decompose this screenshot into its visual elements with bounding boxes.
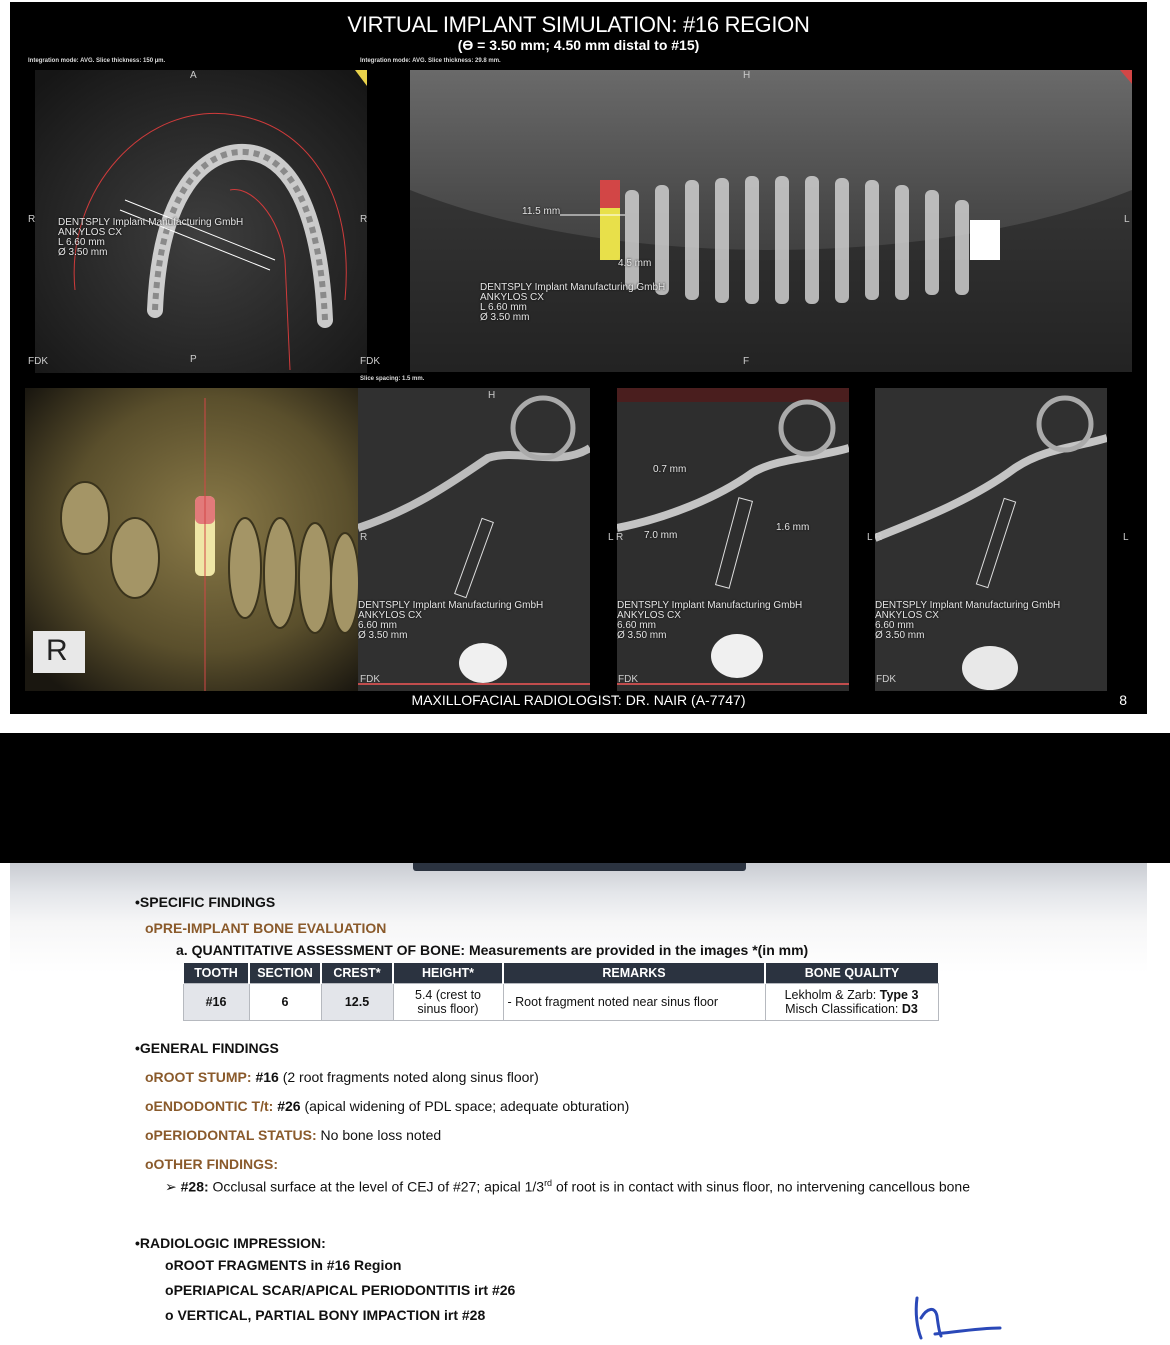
radiologic-impression-heading: •RADIOLOGIC IMPRESSION: xyxy=(135,1235,326,1251)
render-3d-view xyxy=(25,388,360,691)
cell-bone-quality xyxy=(765,984,938,1021)
impression-item: o VERTICAL, PARTIAL BONY IMPACTION irt #28 xyxy=(165,1307,486,1323)
pano-measure-1: 11.5 mm xyxy=(522,206,561,217)
other-finding-tooth: #28: xyxy=(180,1178,209,1195)
cross-section-1 xyxy=(358,388,590,691)
finding-root-stump: oROOT STUMP: #16 (2 root fragments noted along sinus floor) xyxy=(145,1069,539,1085)
other-finding-tail: of root is in contact with sinus floor, no intervening cancellous bone xyxy=(552,1178,970,1195)
cross2-label-lr: L R xyxy=(608,532,624,543)
cross2-label-fdk: FDK xyxy=(618,674,638,685)
pre-implant-heading: oPRE-IMPLANT BONE EVALUATION xyxy=(145,920,387,936)
axial-integration-note: Integration mode: AVG. Slice thickness: 150 µm. xyxy=(28,58,166,64)
specific-findings-heading: •SPECIFIC FINDINGS xyxy=(135,894,276,910)
quantitative-heading: a. QUANTITATIVE ASSESSMENT OF BONE: Measurements are provided in the images *(in mm) xyxy=(176,942,809,958)
pano-label-f: F xyxy=(743,356,750,367)
finding-tooth: #16 xyxy=(255,1069,279,1085)
other-finding-sup: rd xyxy=(544,1178,553,1188)
implant-simulation-slide xyxy=(10,2,1147,714)
cross2-measure-3: 1.6 mm xyxy=(776,522,810,533)
slide-title: VIRTUAL IMPLANT SIMULATION: #16 REGION xyxy=(347,12,810,37)
quality-label-1: Lekholm & Zarb: xyxy=(784,988,880,1002)
finding-endodontic: oENDODONTIC T/t: #26 (apical widening of PDL space; adequate obturation) xyxy=(145,1098,630,1114)
cross1-implant-annotation: DENTSPLY Implant Manufacturing GmbH ANKYLOS CX 6.60 mm Ø 3.50 mm xyxy=(358,600,544,641)
panoramic-ct-view xyxy=(410,70,1132,372)
cell-height xyxy=(393,984,503,1021)
axial-label-fdk: FDK xyxy=(28,356,48,367)
col-crest: CREST* xyxy=(321,963,393,984)
render-3d-image xyxy=(25,388,360,691)
cross2-measure-2: 7.0 mm xyxy=(644,530,678,541)
quality-value-2: D3 xyxy=(901,1002,918,1016)
pano-integration-note: Integration mode: AVG. Slice thickness: 29.8 mm. xyxy=(360,58,501,64)
cell-section: 6 xyxy=(249,984,321,1021)
bone-measurement-table xyxy=(182,963,939,1021)
col-section: SECTION xyxy=(249,963,321,984)
quality-value-1: Type 3 xyxy=(879,988,919,1002)
cell-crest: 12.5 xyxy=(321,984,393,1021)
finding-label: oROOT STUMP xyxy=(145,1069,247,1085)
finding-periodontal: oPERIODONTAL STATUS: No bone loss noted xyxy=(145,1127,442,1143)
arrow-bullet-icon: ➢ xyxy=(165,1178,181,1195)
pano-label-fdk: FDK xyxy=(360,356,380,367)
pano-label-l: L xyxy=(1124,214,1130,225)
finding-text: (2 root fragments noted along sinus floor) xyxy=(278,1069,539,1085)
finding-tooth: #26 xyxy=(277,1098,301,1114)
axial-implant-annotation: DENTSPLY Implant Manufacturing GmbH ANKYLOS CX L 6.60 mm Ø 3.50 mm xyxy=(58,217,244,258)
cross3-implant-annotation: DENTSPLY Implant Manufacturing GmbH ANKYLOS CX 6.60 mm Ø 3.50 mm xyxy=(875,600,1061,641)
findings-report-slide xyxy=(10,863,1147,1345)
impression-item: oPERIAPICAL SCAR/APICAL PERIODONTITIS irt #26 xyxy=(165,1282,516,1298)
finding-label: oENDODONTIC T/t xyxy=(145,1098,269,1114)
cut-off-header-tab xyxy=(413,863,746,871)
render-3d-orientation-r: R xyxy=(46,634,68,667)
axial-label-p: P xyxy=(190,354,197,365)
height-line-1: 5.4 (crest to xyxy=(415,988,481,1002)
page-number: 8 xyxy=(1119,692,1127,708)
cell-tooth: #16 xyxy=(183,984,249,1021)
cross-section-1-image xyxy=(358,388,590,691)
finding-text: (apical widening of PDL space; adequate obturation) xyxy=(300,1098,630,1114)
axial-label-r: R xyxy=(28,214,36,225)
pano-implant-annotation: DENTSPLY Implant Manufacturing GmbH ANKYLOS CX L 6.60 mm Ø 3.50 mm xyxy=(480,282,666,323)
panoramic-ct-image xyxy=(410,70,1132,372)
axial-label-a: A xyxy=(190,70,197,81)
impression-item: oROOT FRAGMENTS in #16 Region xyxy=(165,1257,402,1273)
finding-text: No bone loss noted xyxy=(320,1127,442,1143)
signature-mark xyxy=(905,1288,1005,1343)
slice-spacing-note: Slice spacing: 1.5 mm. xyxy=(360,376,425,382)
col-height: HEIGHT* xyxy=(393,963,503,984)
finding-label: oPERIODONTAL STATUS xyxy=(145,1127,312,1143)
radiologist-footer: MAXILLOFACIAL RADIOLOGIST: DR. NAIR (A-7747) xyxy=(411,692,746,708)
cross2-implant-annotation: DENTSPLY Implant Manufacturing GmbH ANKYLOS CX 6.60 mm Ø 3.50 mm xyxy=(617,600,803,641)
cross3-label-l: L xyxy=(1123,532,1129,543)
black-separator xyxy=(0,733,1170,863)
cross1-label-fdk: FDK xyxy=(360,674,380,685)
pano-label-h: H xyxy=(743,70,751,81)
col-bone-quality: BONE QUALITY xyxy=(765,963,938,984)
pano-measure-2: 4.5 mm xyxy=(618,258,652,269)
cross3-label-fdk: FDK xyxy=(876,674,896,685)
other-finding-item xyxy=(165,1178,970,1196)
axial-label-r-right: R xyxy=(360,214,368,225)
quality-label-2: Misch Classification: xyxy=(785,1002,902,1016)
col-remarks: REMARKS xyxy=(503,963,765,984)
other-finding-text: Occlusal surface at the level of CEJ of #27; apical 1/3 xyxy=(208,1178,545,1195)
general-findings-heading: •GENERAL FINDINGS xyxy=(135,1040,279,1056)
cross-section-3-image xyxy=(875,388,1107,691)
cell-remarks: - Root fragment noted near sinus floor xyxy=(503,984,765,1021)
height-line-2: sinus floor) xyxy=(417,1002,479,1016)
cross1-label-r: R xyxy=(360,532,368,543)
other-findings-heading: oOTHER FINDINGS: xyxy=(145,1156,278,1172)
slide-subtitle: (Ө = 3.50 mm; 4.50 mm distal to #15) xyxy=(457,37,700,53)
table-row xyxy=(183,984,938,1021)
cross3-label-lr: L R xyxy=(867,532,883,543)
cross1-label-h: H xyxy=(488,390,496,401)
col-tooth: TOOTH xyxy=(183,963,249,984)
cross2-measure-1: 0.7 mm xyxy=(653,464,687,475)
cross-section-3 xyxy=(875,388,1107,691)
